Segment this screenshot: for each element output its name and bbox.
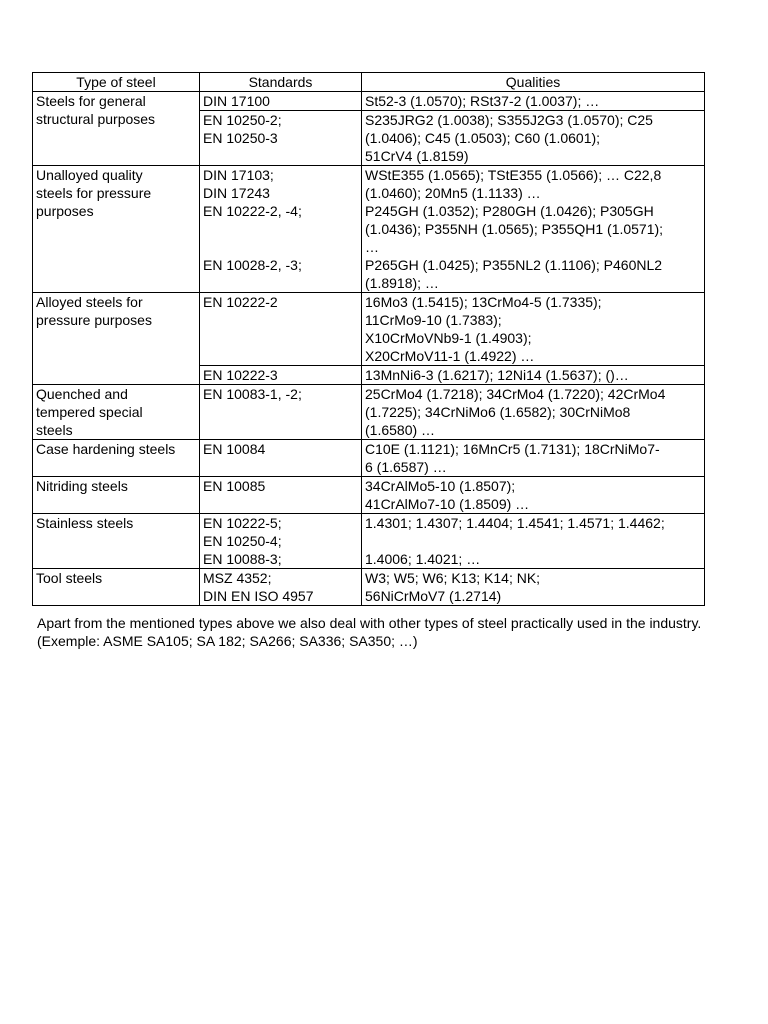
table-row: [33, 440, 705, 477]
standard-line: DIN 17243: [203, 185, 270, 201]
quality-line: S235JRG2 (1.0038); S355J2G3 (1.0570); C25: [365, 112, 653, 128]
qualities-cell: [362, 366, 705, 385]
steel-type-line: Stainless steels: [36, 515, 134, 531]
quality-line: (1.0436); P355NH (1.0565); P355QH1 (1.0571);: [365, 221, 664, 237]
steel-type-line: Steels for general: [36, 93, 146, 109]
steel-type-line: tempered special: [36, 404, 143, 420]
table-row: [33, 293, 705, 366]
steel-type-line: steels for pressure: [36, 185, 152, 201]
qualities-cell: [362, 92, 705, 111]
steel-type-cell: [33, 385, 200, 440]
steel-types-table: [32, 72, 705, 606]
steel-type-cell: [33, 569, 200, 606]
quality-line: 51CrV4 (1.8159): [365, 148, 469, 164]
standard-line: EN 10222-5;: [203, 515, 282, 531]
table-header-row: [33, 73, 705, 92]
quality-line: C10E (1.1121); 16MnCr5 (1.7131); 18CrNiMo7-: [365, 441, 660, 457]
quality-line: 6 (1.6587) …: [365, 459, 447, 475]
quality-line: 13MnNi6-3 (1.6217); 12Ni14 (1.5637); ()…: [365, 367, 629, 383]
standard-line: DIN EN ISO 4957: [203, 588, 314, 604]
header-qualities: Qualities: [362, 73, 705, 92]
standard-line: [203, 220, 358, 238]
quality-line: 16Mo3 (1.5415); 13CrMo4-5 (1.7335);: [365, 294, 602, 310]
qualities-cell: [362, 293, 705, 366]
standards-cell: [200, 569, 362, 606]
quality-line: WStE355 (1.0565); TStE355 (1.0566); … C22,8: [365, 167, 662, 183]
quality-line: [365, 532, 701, 550]
steel-type-line: Alloyed steels for: [36, 294, 143, 310]
standard-line: EN 10083-1, -2;: [203, 386, 302, 402]
steel-type-cell: [33, 477, 200, 514]
table-row: [33, 569, 705, 606]
quality-line: (1.0460); 20Mn5 (1.1133) …: [365, 185, 541, 201]
quality-line: X20CrMoV11-1 (1.4922) …: [365, 348, 535, 364]
standard-line: EN 10028-2, -3;: [203, 257, 302, 273]
quality-line: 11CrMo9-10 (1.7383);: [365, 312, 502, 328]
steel-type-line: structural purposes: [36, 111, 156, 127]
standard-line: EN 10088-3;: [203, 551, 282, 567]
qualities-cell: [362, 166, 705, 293]
table-row: [33, 92, 705, 111]
standard-line: DIN 17103;: [203, 167, 274, 183]
standard-line: EN 10250-4;: [203, 533, 282, 549]
quality-line: 1.4006; 1.4021; …: [365, 551, 481, 567]
standard-line: EN 10222-2: [203, 294, 278, 310]
qualities-cell: [362, 569, 705, 606]
standard-line: EN 10222-2, -4;: [203, 203, 302, 219]
table-row: [33, 514, 705, 569]
standards-cell: [200, 293, 362, 366]
quality-line: W3; W5; W6; K13; K14; NK;: [365, 570, 541, 586]
standard-line: EN 10084: [203, 441, 266, 457]
quality-line: P265GH (1.0425); P355NL2 (1.1106); P460NL2: [365, 257, 663, 273]
standards-cell: [200, 385, 362, 440]
standard-line: DIN 17100: [203, 93, 270, 109]
quality-line: 56NiCrMoV7 (1.2714): [365, 588, 502, 604]
steel-type-line: Tool steels: [36, 570, 103, 586]
steel-type-line: steels: [36, 422, 73, 438]
standard-line: [203, 238, 358, 256]
standard-line: EN 10222-3: [203, 367, 278, 383]
quality-line: (1.0406); C45 (1.0503); C60 (1.0601);: [365, 130, 601, 146]
table-body: [33, 92, 705, 606]
steel-type-cell: [33, 293, 200, 385]
steel-type-cell: [33, 166, 200, 293]
quality-line: (1.6580) …: [365, 422, 436, 438]
qualities-cell: [362, 111, 705, 166]
table-row: [33, 477, 705, 514]
steel-type-line: Quenched and: [36, 386, 128, 402]
steel-type-line: purposes: [36, 203, 94, 219]
quality-line: (1.7225); 34CrNiMo6 (1.6582); 30CrNiMo8: [365, 404, 631, 420]
standard-line: EN 10085: [203, 478, 266, 494]
qualities-cell: [362, 477, 705, 514]
quality-line: (1.8918); …: [365, 275, 439, 291]
quality-line: 25CrMo4 (1.7218); 34CrMo4 (1.7220); 42CrMo4: [365, 386, 666, 402]
standards-cell: [200, 92, 362, 111]
standards-cell: [200, 366, 362, 385]
steel-type-cell: [33, 92, 200, 166]
table-row: [33, 166, 705, 293]
quality-line: 1.4301; 1.4307; 1.4404; 1.4541; 1.4571; 1.4462;: [365, 515, 665, 531]
quality-line: St52-3 (1.0570); RSt37-2 (1.0037); …: [365, 93, 600, 109]
steel-type-cell: [33, 514, 200, 569]
quality-line: …: [365, 239, 379, 255]
standards-cell: [200, 440, 362, 477]
standard-line: EN 10250-3: [203, 130, 278, 146]
quality-line: 34CrAlMo5-10 (1.8507);: [365, 478, 516, 494]
steel-type-line: pressure purposes: [36, 312, 152, 328]
quality-line: P245GH (1.0352); P280GH (1.0426); P305GH: [365, 203, 654, 219]
qualities-cell: [362, 514, 705, 569]
standards-cell: [200, 166, 362, 293]
qualities-cell: [362, 440, 705, 477]
steel-type-line: Case hardening steels: [36, 441, 176, 457]
standards-cell: [200, 514, 362, 569]
quality-line: X10CrMoVNb9-1 (1.4903);: [365, 330, 532, 346]
standard-line: MSZ 4352;: [203, 570, 272, 586]
steel-type-line: Unalloyed quality: [36, 167, 143, 183]
qualities-cell: [362, 385, 705, 440]
standards-cell: [200, 111, 362, 166]
header-type-of-steel: Type of steel: [33, 73, 200, 92]
header-standards: Standards: [200, 73, 362, 92]
steel-type-line: Nitriding steels: [36, 478, 128, 494]
table-row: [33, 385, 705, 440]
standard-line: EN 10250-2;: [203, 112, 282, 128]
standards-cell: [200, 477, 362, 514]
footnote-paragraph: Apart from the mentioned types above we also deal with other types of steel practically used in the industry. (Exemple: ASME SA105; SA 182; SA266; SA336; SA350; …): [37, 615, 702, 649]
steel-type-cell: [33, 440, 200, 477]
quality-line: 41CrAlMo7-10 (1.8509) …: [365, 496, 530, 512]
